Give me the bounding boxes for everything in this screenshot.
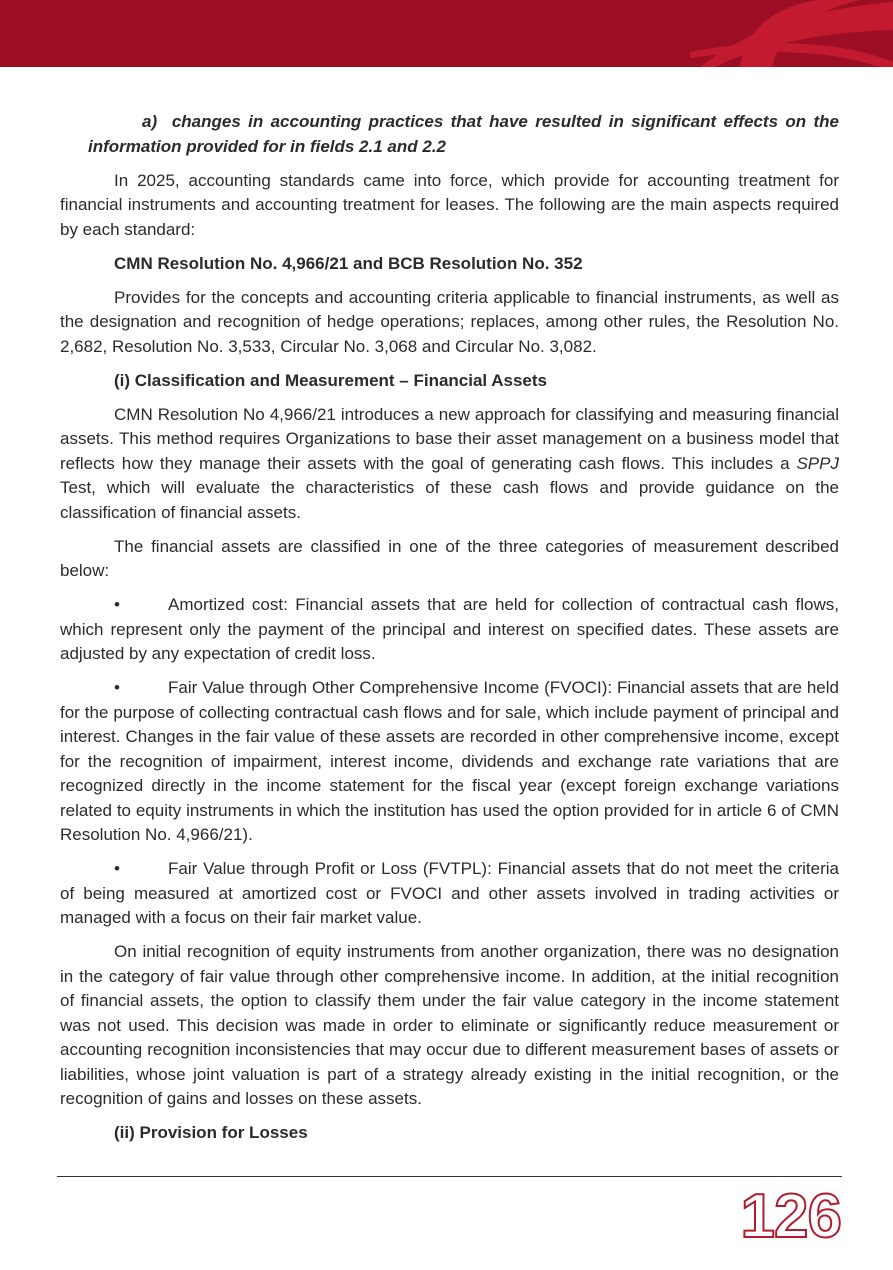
paragraph-initial-recognition: On initial recognition of equity instruments from another organization, there was no designation in the category of fair value through other comprehensive income. In addition, at the initial recognition of financial assets, the option to classify them under the fair value category in the income statement was not used. This decision was made in order to eliminate or significantly reduce measurement or accounting recognition inconsistencies that may occur due to different measurement bases of assets or liabilities, whose joint valuation is part of a strategy already existing in the initial recognition, or the recognition of gains and losses on these assets. bbox=[60, 942, 839, 1108]
page-number: 126 bbox=[740, 1182, 841, 1251]
paragraph-classification bbox=[60, 403, 839, 526]
bullet-amortized-cost bbox=[60, 593, 839, 667]
section-heading-text: changes in accounting practices that have resulted in significant effects on the information provided for in fields 2.1 and 2.2 bbox=[88, 112, 839, 156]
heading-resolution: CMN Resolution No. 4,966/21 and BCB Resolution No. 352 bbox=[114, 253, 583, 273]
bullet-fvtpl-text: Fair Value through Profit or Loss (FVTPL): Financial assets that do not meet the criteria of being measured at amortized cost or FVOCI and other assets involved in trading activities or managed with a focus on their fair market value. bbox=[60, 859, 839, 927]
bullet-icon: • bbox=[114, 595, 120, 614]
paragraph-classification-part2: Test, which will evaluate the characteristics of these cash flows and provide guidance on the classification of financial assets. bbox=[60, 478, 839, 522]
section-label: a) bbox=[142, 112, 158, 131]
footer-divider bbox=[57, 1176, 842, 1177]
bullet-amortized-cost-text: Amortized cost: Financial assets that are held for collection of contractual cash flows, which represent only the payment of the principal and interest on specified dates. These assets are adjusted by any expectation of credit loss. bbox=[60, 595, 839, 663]
heading-provision: (ii) Provision for Losses bbox=[114, 1123, 308, 1142]
bullet-fvtpl bbox=[60, 857, 839, 931]
header-band bbox=[0, 0, 893, 67]
paragraph-classification-part1: CMN Resolution No 4,966/21 introduces a new approach for classifying and measuring financial assets. This method requires Organizations to base their asset management on a business model that reflects how they manage their assets with the goal of generating cash flows. This includes a bbox=[60, 404, 839, 473]
brand-swoosh-icon bbox=[0, 0, 893, 67]
paragraph-intro: In 2025, accounting standards came into force, which provide for accounting treatment for financial instruments and accounting treatment for leases. The following are the main aspects required by each standard: bbox=[60, 170, 839, 239]
bullet-fvoci bbox=[60, 676, 839, 848]
paragraph-resolution: Provides for the concepts and accounting criteria applicable to financial instruments, as well as the designation and recognition of hedge operations; replaces, among other rules, the Resolution No. 2,682, Resolution No. 3,533, Circular No. 3,068 and Circular No. 3,082. bbox=[60, 287, 839, 356]
bullet-fvoci-text: Fair Value through Other Comprehensive Income (FVOCI): Financial assets that are held for the purpose of collecting contractual cash flows and for sale, which include payment of principal and interest. Changes in the fair value of these assets are recorded in other comprehensive income, except for the recognition of impairment, interest income, dividends and exchange rate variations that are recognized directly in the income statement for the fiscal year (except foreign exchange variations related to equity instruments in which the institution has used the option provided for in article 6 of CMN Resolution No. 4,966/21). bbox=[60, 678, 839, 844]
paragraph-categories: The financial assets are classified in one of the three categories of measurement described below: bbox=[60, 536, 839, 580]
sppj-term: SPPJ bbox=[796, 453, 839, 473]
section-heading bbox=[60, 110, 839, 159]
bullet-icon: • bbox=[114, 859, 120, 878]
bullet-icon: • bbox=[114, 678, 120, 697]
heading-classification: (i) Classification and Measurement – Financial Assets bbox=[114, 370, 548, 390]
document-body bbox=[60, 110, 839, 1155]
